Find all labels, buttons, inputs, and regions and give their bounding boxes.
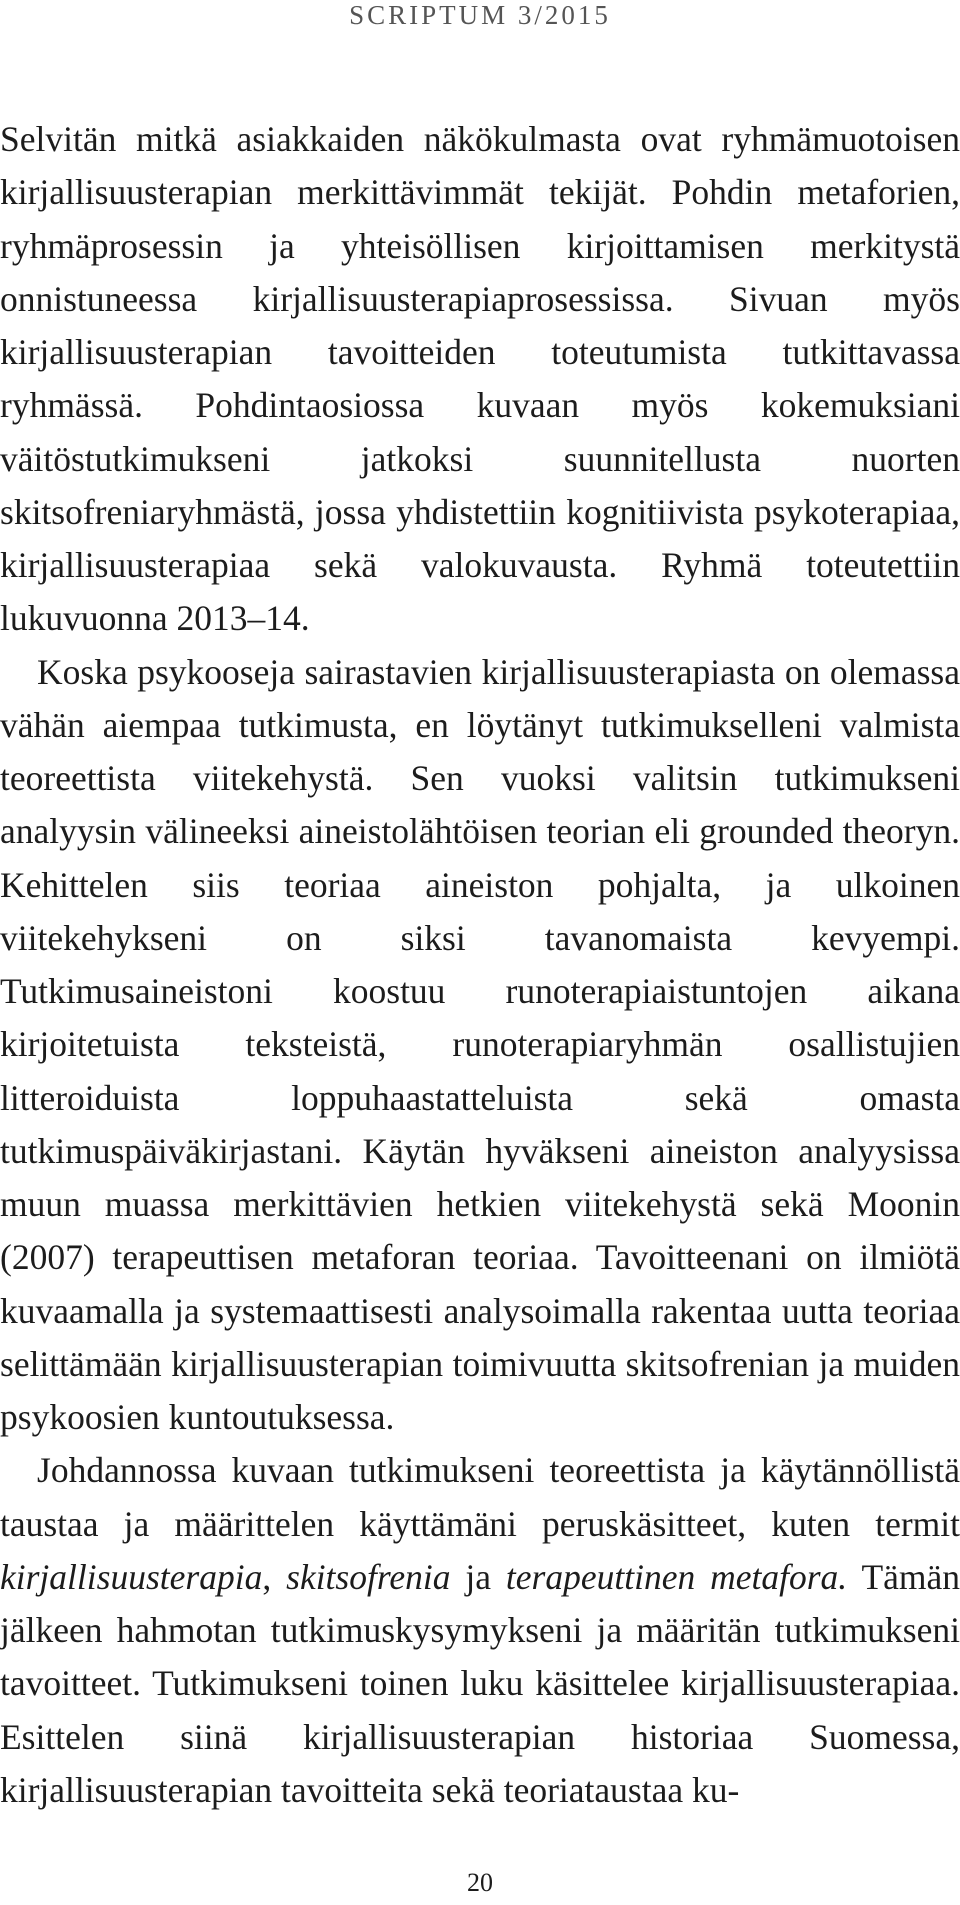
term-separator: , [262,1556,287,1597]
paragraph-3 [0,1444,960,1817]
term-terapeuttinen-metafora: terapeuttinen metafora. [505,1556,848,1597]
term-skitsofrenia: skitsofrenia [286,1556,451,1597]
paragraph-3-rest: Tämän jälkeen hahmotan tutkimuskysymykseni ja määritän tutkimukseni tavoitteet. Tutkimukseni toinen luku käsittelee kirjallisuusterapiaa. Esittelen siinä kirjallisuusterapian historiaa Suomessa, kirjallisuusterapian tavoitteita sekä teoriataustaa ku- [0,1556,960,1810]
term-separator: ja [450,1556,506,1597]
term-kirjallisuusterapia: kirjallisuusterapia [0,1556,263,1597]
article-body [0,113,960,1817]
running-header: SCRIPTUM 3/2015 [349,0,611,30]
paragraph-2: Koska psykooseja sairastavien kirjallisuusterapiasta on olemassa vähän aiempaa tutkimusta, en löytänyt tutkimukselleni valmista teoreettista viitekehystä. Sen vuoksi valitsin tutkimukseni analyysin välineeksi aineistolähtöisen teorian eli grounded theoryn. Kehittelen siis teoriaa aineiston pohjalta, ja ulkoinen viitekehykseni on siksi tavanomaista kevyempi. Tutkimusaineistoni koostuu runoterapiaistuntojen aikana kirjoitetuista teksteistä, runoterapiaryhmän osallistujien litteroiduista loppuhaastatteluista sekä omasta tutkimuspäiväkirjastani. Käytän hyväkseni aineiston analyysissa muun muassa merkittävien hetkien viitekehystä sekä Moonin (2007) terapeuttisen metaforan teoriaa. Tavoitteenani on ilmiötä kuvaamalla ja systemaattisesti analysoimalla rakentaa uutta teoriaa selittämään kirjallisuusterapian toimivuutta skitsofrenian ja muiden psykoosien kuntoutuksessa. [0,651,960,1437]
paragraph-1: Selvitän mitkä asiakkaiden näkökulmasta ovat ryhmämuotoisen kirjallisuusterapian merkittävimmät tekijät. Pohdin metaforien, ryhmäprosessin ja yhteisöllisen kirjoittamisen merkitystä onnistuneessa kirjallisuusterapiaprosessissa. Sivuan myös kirjallisuusterapian tavoitteiden toteutumista tutkittavassa ryhmässä. Pohdintaosiossa kuvaan myös kokemuksiani väitöstutkimukseni jatkoksi suunnitellusta nuorten skitsofreniaryhmästä, jossa yhdistettiin kognitiivista psykoterapiaa, kirjallisuusterapiaa sekä valokuvausta. Ryhmä toteutettiin lukuvuonna 2013–14. [0,119,960,639]
paragraph-3-lead: Johdannossa kuvaan tutkimukseni teoreettista ja käytännöllistä taustaa ja määrittelen käyttämäni peruskäsitteet, kuten termit [0,1450,960,1544]
page-number: 20 [467,1868,493,1897]
